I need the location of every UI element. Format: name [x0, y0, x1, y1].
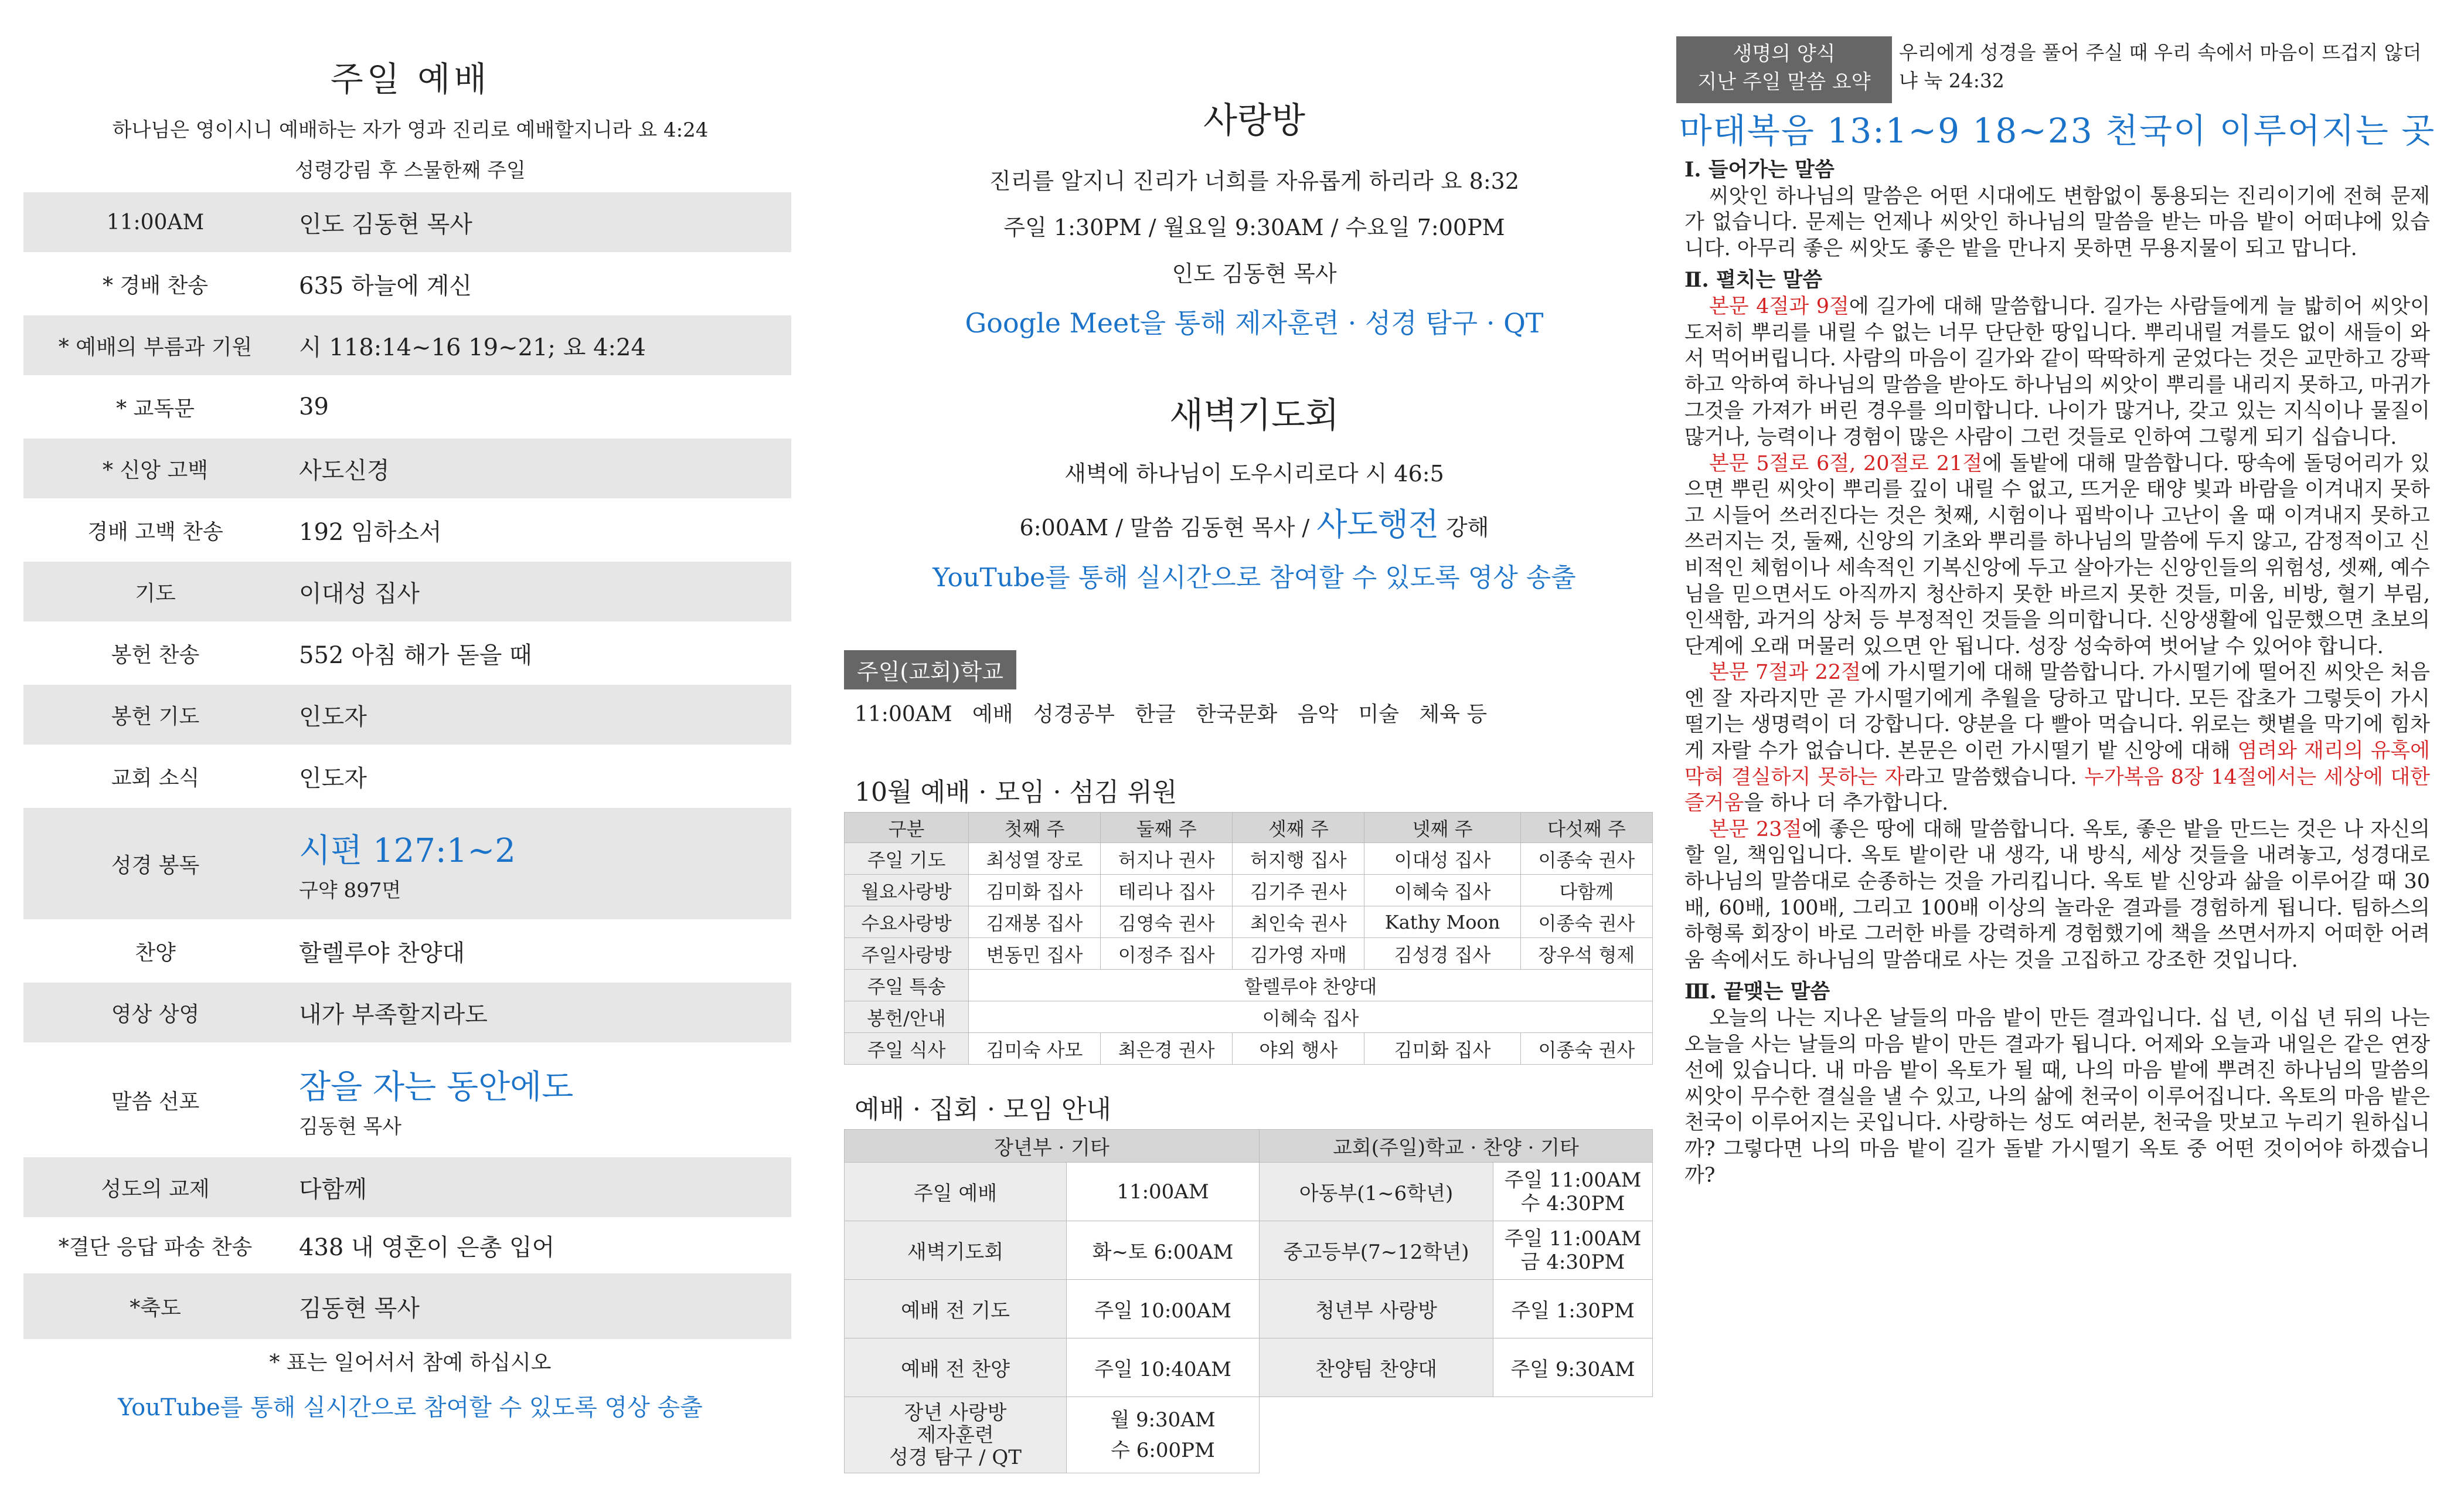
highlight-text: 누가복음 8장 14절에서는 세상에 대한 즐거움: [1684, 765, 2430, 816]
guide-title: 예배 · 집회 · 모임 안내: [855, 1095, 1111, 1124]
committee-cell: 변동민 집사: [968, 938, 1100, 970]
section-paragraph: [1684, 817, 2430, 974]
order-value: 다함께: [299, 1175, 367, 1203]
order-value: 438 내 영혼이 은총 입어: [299, 1234, 555, 1261]
order-value: 인도자: [299, 765, 367, 792]
committee-row: [845, 906, 1653, 938]
guide-cell: 중고등부(7~12학년): [1260, 1221, 1493, 1280]
order-row: [23, 1273, 791, 1339]
committee-row: [845, 875, 1653, 906]
google-meet-notice: Google Meet을 통해 제자훈련 · 성경 탐구 · QT: [965, 307, 1544, 339]
guide-cell: 주일 1:30PM: [1493, 1280, 1653, 1338]
guide-table: [844, 1129, 1653, 1473]
guide-cell: [1493, 1163, 1653, 1221]
guide-cell: [845, 1397, 1067, 1473]
committee-cell: 봉헌/안내: [845, 1001, 969, 1033]
order-label: 말씀 선포: [111, 1089, 200, 1114]
committee-header: 셋째 주: [1233, 813, 1364, 843]
committee-cell: 김미숙 사모: [968, 1033, 1100, 1065]
committee-cell: 이혜숙 집사: [968, 1001, 1652, 1033]
committee-cell: 이대성 집사: [1364, 843, 1520, 875]
paragraph-text: 에 좋은 땅에 대해 말씀합니다. 옥토, 좋은 밭을 만드는 것은 나 자신의 할 일, 책임입니다. 옥토 밭이란 내 생각, 내 방식, 세상 것들을 내려놓고, 성경대로 하나님의 말씀대로 순종하는 것을 가리킵니다. 옥토 밭 신앙과 삶을 이루어갈 때 30배, 60배, 100배, 그리고 100배 이상의 놀라운 결과를 경험하게 됩니다. 팀하스의 하형록 회장이 바로 그러한 바를 강력하게 경험했기에 책을 쓰면서까지 어떠한 어려움 속에서도 하나님의 말씀대로 사는 것을 고집하고 강조한 것입니다.: [1684, 817, 2430, 972]
verse-ref: 본문 7절과 22절: [1709, 661, 1861, 685]
school-line: 11:00AM 예배 성경공부 한글 한국문화 음악 미술 체육 등: [855, 702, 1488, 726]
scripture-reading: 시편 127:1~2: [299, 831, 516, 870]
order-value: 635 하늘에 계신: [299, 272, 472, 300]
guide-time: 주일 11:00AM: [1504, 1226, 1642, 1251]
dawn-time-post: 강해: [1446, 515, 1489, 541]
committee-title: 10월 예배 · 모임 · 섬김 위원: [855, 777, 1177, 807]
paragraph-text: 에 돌밭에 대해 말씀합니다. 땅속에 돌덩어리가 있으면 뿌린 씨앗이 뿌리를 깊이 내릴 수 없고, 뜨거운 태양 빛과 바람을 이겨내지 못하고 시들어 쓰러진다는 것은 첫째, 시험이나 핍박이나 고난이 올 때 이겨내지 못하고 쓰러지는 것, 둘째, 신앙의 기초와 뿌리를 하나님의 말씀에 두지 않고, 감정적이고 신비적인 체험이나 세속적인 기복신앙에 두고 살아가는 신앙인들의 위험성, 셋째, 예수님을 믿으면서도 아직까지 청산하지 못한 바르지 못한 것들, 미움, 비방, 혈기 부림, 인색함, 과거의 상처 등 부정적인 것들을 의미합니다. 신앙생활에 입문했으면 초보의 단계에 오래 머물러 있으면 안 됩니다. 성장 성숙하여 벗어날 수 있어야 합니다.: [1684, 451, 2430, 658]
standing-note: * 표는 일어서서 참예 하십시오: [269, 1351, 552, 1375]
committee-cell: 주일 식사: [845, 1033, 969, 1065]
youtube-notice: YouTube를 통해 실시간으로 참여할 수 있도록 영상 송출: [118, 1394, 703, 1421]
section-paragraph: [1684, 660, 2430, 817]
sermon-title: 잠을 자는 동안에도: [299, 1068, 574, 1106]
committee-cell: 주일사랑방: [845, 938, 969, 970]
committee-cell: 이정주 집사: [1101, 938, 1233, 970]
guide-line: 성경 탐구 / QT: [889, 1445, 1022, 1469]
committee-cell: 야외 행사: [1233, 1033, 1364, 1065]
order-row: [23, 375, 791, 439]
section-paragraph: 씨앗인 하나님의 말씀은 어떤 시대에도 변함없이 통용되는 진리이기에 전혀 문제가 없습니다. 문제는 언제나 씨앗인 하나님의 말씀을 받는 마음 밭이 어떠냐에 있습니다. 아무리 좋은 씨앗도 좋은 밭을 만나지 못하면 무용지물이 되고 맙니다.: [1684, 184, 2430, 260]
dawn-time-pre: 6:00AM / 말씀 김동현 목사 /: [1019, 515, 1310, 541]
order-row: [23, 983, 791, 1042]
section-paragraph: [1684, 294, 2430, 451]
order-value-block: [287, 825, 791, 903]
sarang-leader: 인도 김동현 목사: [1172, 261, 1337, 287]
paragraph-text: 에 길가에 대해 말씀합니다. 길가는 사람들에게 늘 밟히어 씨앗이 도저히 뿌리를 내릴 수 없는 너무 단단한 땅입니다. 뿌리내릴 겨를도 없이 새들이 와서 먹어버립니다. 사람의 마음이 길가와 같이 딱딱하게 굳었다는 것은 교만하고 강팍하고 악하여 하나님의 말씀을 받아도 하나님의 씨앗이 뿌리를 내리지 못하고, 마귀가 그것을 가져가 버린 경우를 의미합니다. 나이가 많거나, 갖고 있는 지식이나 물질이 많거나, 능력이나 경험이 많은 사람이 그런 것들로 인하여 그렇게 되기 십습니다.: [1684, 294, 2430, 449]
committee-header: 구분: [845, 813, 969, 843]
guide-header: 교회(주일)학교 · 찬양 · 기타: [1260, 1130, 1653, 1163]
order-row: [23, 1042, 791, 1157]
guide-line: 장년 사랑방: [904, 1401, 1007, 1425]
guide-row: [845, 1221, 1653, 1280]
guide-line: 제자훈련: [917, 1423, 994, 1447]
order-value: 사도신경: [299, 457, 390, 484]
guide-cell: 새벽기도회: [845, 1221, 1067, 1280]
committee-cell: Kathy Moon: [1364, 906, 1520, 938]
committee-cell: 김영숙 권사: [1101, 906, 1233, 938]
guide-row: [845, 1163, 1653, 1221]
paragraph-text: 라고 말씀했습니다.: [1904, 765, 2085, 789]
order-label: * 교독문: [116, 396, 195, 421]
order-label: 찬양: [135, 940, 176, 965]
dawn-verse: 새벽에 하나님이 도우시리로다 시 46:5: [1064, 461, 1444, 487]
order-value: 39: [299, 393, 329, 420]
committee-cell: 주일 특송: [845, 970, 969, 1001]
worship-verse: 하나님은 영이시니 예배하는 자가 영과 진리로 예배할지니라 요 4:24: [112, 118, 709, 142]
order-row: [23, 621, 791, 685]
sermon-preacher: 김동현 목사: [299, 1115, 402, 1139]
paragraph-text: 을 하나 더 추가합니다.: [1744, 791, 1949, 816]
sarang-title: 사랑방: [1203, 100, 1305, 141]
order-label: 교회 소식: [111, 766, 200, 790]
committee-row: [845, 1001, 1653, 1033]
guide-cell: 예배 전 기도: [845, 1280, 1067, 1338]
order-value-block: [287, 1061, 791, 1139]
committee-cell: 주일 기도: [845, 843, 969, 875]
order-label: 성도의 교제: [101, 1177, 210, 1201]
committee-cell: 최은경 권사: [1101, 1033, 1233, 1065]
guide-cell: [1067, 1397, 1260, 1473]
guide-cell: 주일 예배: [845, 1163, 1067, 1221]
committee-header: 첫째 주: [968, 813, 1100, 843]
guide-line: 수 6:00PM: [1111, 1438, 1215, 1462]
order-label: *결단 응답 파송 찬송: [58, 1235, 253, 1259]
committee-cell: 김미화 집사: [968, 875, 1100, 906]
committee-cell: 할렐루야 찬양대: [968, 970, 1652, 1001]
order-value: 김동현 목사: [299, 1294, 420, 1322]
committee-cell: 다함께: [1520, 875, 1652, 906]
order-row: [23, 1157, 791, 1217]
order-row: [23, 252, 791, 315]
order-label: 기도: [135, 581, 176, 606]
committee-cell: 김기주 권사: [1233, 875, 1364, 906]
order-row: [23, 439, 791, 498]
school-section: [844, 650, 1665, 728]
guide-cell: 아동부(1~6학년): [1260, 1163, 1493, 1221]
meetings-column: [844, 0, 1665, 1495]
committee-row: [845, 843, 1653, 875]
committee-row: [845, 970, 1653, 1001]
committee-cell: 장우석 형제: [1520, 938, 1652, 970]
highlight-text: 염려와 재리의 유혹에 막혀 결실하지 못하는 자: [1684, 739, 2430, 789]
guide-cell: [1493, 1221, 1653, 1280]
order-row: [23, 498, 791, 562]
order-label: 봉헌 기도: [111, 704, 200, 729]
order-label: *축도: [130, 1296, 181, 1320]
order-row: [23, 685, 791, 745]
scripture-page: 구약 897면: [299, 878, 401, 902]
committee-cell: 월요사랑방: [845, 875, 969, 906]
order-value: 192 임하소서: [299, 518, 442, 546]
sarang-verse: 진리를 알지니 진리가 너희를 자유롭게 하리라 요 8:32: [989, 168, 1520, 194]
tag-verse: 우리에게 성경을 풀어 주실 때 우리 속에서 마음이 뜨겁지 않더냐 눅 24:32: [1899, 41, 2422, 92]
order-label: 봉헌 찬송: [111, 643, 200, 667]
order-label: * 예배의 부름과 기원: [58, 335, 253, 359]
guide-time: 수 4:30PM: [1520, 1191, 1625, 1215]
sermon-body: [1684, 157, 2430, 1188]
order-row: [23, 192, 791, 252]
order-row: [23, 315, 791, 375]
sermon-summary-column: [1676, 0, 2438, 1495]
tag-line-2: 지난 주일 말씀 요약: [1697, 70, 1871, 94]
guide-cell: 주일 10:00AM: [1067, 1280, 1260, 1338]
order-label: * 경배 찬송: [103, 273, 208, 298]
order-value: 할렐루야 찬양대: [299, 939, 465, 967]
order-value: 552 아침 해가 돋을 때: [299, 641, 532, 669]
guide-cell: 11:00AM: [1067, 1163, 1260, 1221]
guide-header: 장년부 · 기타: [845, 1130, 1260, 1163]
committee-cell: 테리나 집사: [1101, 875, 1233, 906]
section-paragraph: [1684, 451, 2430, 660]
order-value: 인도자: [299, 703, 367, 730]
sermon-summary-title: 마태복음 13:1~9 18~23 천국이 이루어지는 곳: [1679, 111, 2436, 151]
order-row: [23, 808, 791, 919]
committee-cell: 김가영 자매: [1233, 938, 1364, 970]
sermon-tag: [1676, 36, 1892, 103]
order-label: * 신앙 고백: [103, 458, 208, 483]
section-heading: Ⅰ. 들어가는 말씀: [1684, 158, 1835, 182]
committee-cell: 이종숙 권사: [1520, 843, 1652, 875]
committee-cell: 김재봉 집사: [968, 906, 1100, 938]
order-value: 인도 김동현 목사: [299, 210, 472, 238]
verse-ref: 본문 5절로 6절, 20절로 21절: [1709, 451, 1983, 475]
dawn-time: [844, 500, 1665, 545]
order-value: 시 118:14~16 19~21; 요 4:24: [299, 334, 646, 361]
paragraph-text: 에 가시떨기에 대해 말씀합니다. 가시떨기에 떨어진 씨앗은 처음엔 잘 자라지만 곧 가시떨기에게 추월을 당하고 맙니다. 모든 잡초가 그렇듯이 가시떨기는 생명력이 더 강합니다. 양분을 다 빨아 먹습니다. 위로는 햇볕을 막기에 힘차게 자랄 수가 없습니다. 본문은 이런 가시떨기 밭 신앙에 대해: [1684, 661, 2430, 763]
committee-cell: 최성열 장로: [968, 843, 1100, 875]
guide-cell: 찬양팀 찬양대: [1260, 1338, 1493, 1397]
committee-row: [845, 1033, 1653, 1065]
committee-cell: 김성경 집사: [1364, 938, 1520, 970]
order-label: 영상 상영: [111, 1002, 200, 1027]
dawn-youtube-notice: YouTube를 통해 실시간으로 참여할 수 있도록 영상 송출: [932, 563, 1576, 593]
dawn-title: 새벽기도회: [1169, 395, 1339, 436]
committee-cell: 수요사랑방: [845, 906, 969, 938]
order-value: 이대성 집사: [299, 580, 420, 607]
committee-cell: 이종숙 권사: [1520, 906, 1652, 938]
dawn-book: 사도행전: [1316, 506, 1439, 543]
committee-cell: 허지행 집사: [1233, 843, 1364, 875]
guide-cell: 주일 9:30AM: [1493, 1338, 1653, 1397]
committee-header: 다섯째 주: [1520, 813, 1652, 843]
tag-line-1: 생명의 양식: [1733, 42, 1836, 66]
sarang-times: 주일 1:30PM / 월요일 9:30AM / 수요일 7:00PM: [1003, 215, 1505, 240]
guide-cell: 주일 10:40AM: [1067, 1338, 1260, 1397]
school-heading: 주일(교회)학교: [844, 650, 1016, 689]
guide-time: 주일 11:00AM: [1504, 1168, 1642, 1192]
order-row: [23, 562, 791, 621]
committee-cell: 최인숙 권사: [1233, 906, 1364, 938]
order-row: [23, 745, 791, 808]
order-row: [23, 1217, 791, 1273]
verse-ref: 본문 4절과 9절: [1709, 294, 1849, 318]
guide-cell: 화~토 6:00AM: [1067, 1221, 1260, 1280]
order-value: 내가 부족할지라도: [299, 1001, 488, 1028]
committee-cell: 허지나 권사: [1101, 843, 1233, 875]
guide-row: [845, 1338, 1653, 1397]
committee-cell: 이종숙 권사: [1520, 1033, 1652, 1065]
order-label: 성경 봉독: [111, 853, 200, 878]
order-label: 11:00AM: [106, 210, 205, 235]
order-list: [23, 192, 797, 1339]
section-heading: Ⅱ. 펼치는 말씀: [1684, 268, 1823, 293]
section-heading: Ⅲ. 끝맺는 말씀: [1684, 980, 1830, 1004]
section-paragraph: 오늘의 나는 지나온 날들의 마음 밭이 만든 결과입니다. 십 년, 이십 년 뒤의 나는 오늘을 사는 날들의 마음 밭이 만든 결과가 됩니다. 어제와 오늘과 내일은 같은 연장선에 있습니다. 내 마음 밭이 옥토가 될 때, 나의 마음 밭에 뿌려진 하나님의 말씀의 씨앗이 무수한 결실을 낼 수 있고, 나의 삶에 천국이 이루어집니다. 옥토의 마음 밭은 천국이 이루어지는 곳입니다. 사랑하는 성도 여러분, 천국을 맛보고 누리기 원하십니까? 그렇다면 나의 마음 밭이 길가 돌밭 가시떨기 옥토 중 어떤 것이어야 하겠습니까?: [1684, 1007, 2430, 1187]
worship-subtitle: 성령강림 후 스물한째 주일: [295, 159, 526, 182]
worship-order-column: [23, 0, 797, 1495]
order-row: [23, 919, 791, 983]
committee-cell: 이혜숙 집사: [1364, 875, 1520, 906]
guide-row: [845, 1280, 1653, 1338]
verse-ref: 본문 23절: [1709, 817, 1802, 841]
committee-header: 둘째 주: [1101, 813, 1233, 843]
page-title: 주일 예배: [330, 59, 491, 99]
guide-time: 금 4:30PM: [1520, 1250, 1625, 1274]
guide-cell: 청년부 사랑방: [1260, 1280, 1493, 1338]
committee-table: [844, 812, 1653, 1065]
guide-row: [845, 1397, 1653, 1473]
committee-header: 넷째 주: [1364, 813, 1520, 843]
committee-cell: 김미화 집사: [1364, 1033, 1520, 1065]
order-label: 경배 고백 찬송: [87, 519, 223, 544]
guide-cell: 예배 전 찬양: [845, 1338, 1067, 1397]
committee-row: [845, 938, 1653, 970]
guide-line: 월 9:30AM: [1110, 1408, 1216, 1432]
